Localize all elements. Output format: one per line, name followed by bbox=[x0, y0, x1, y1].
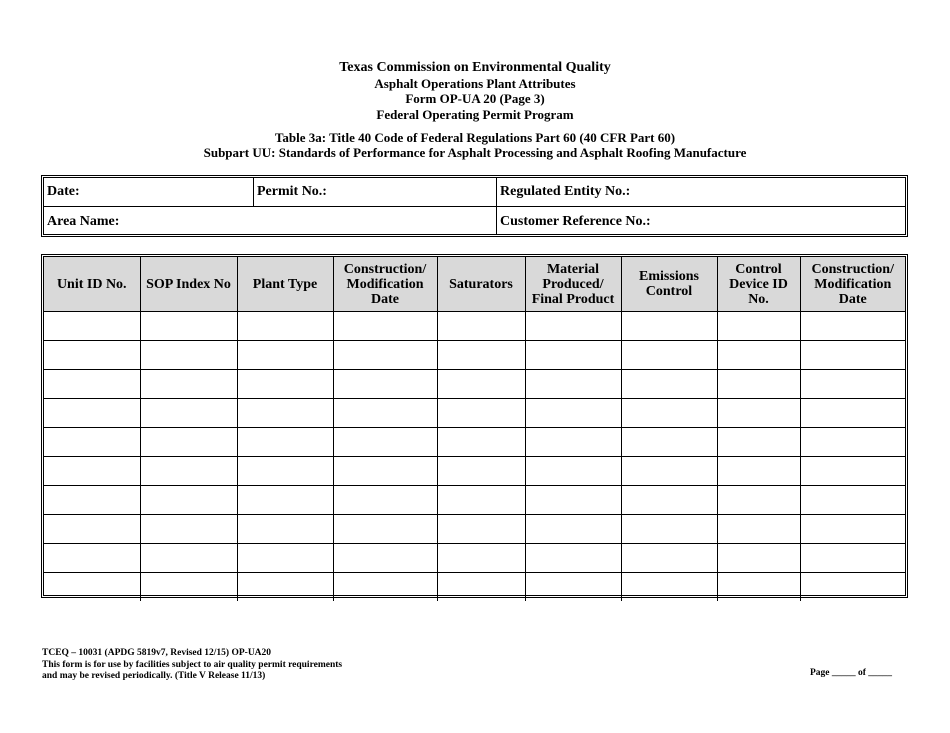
entry-cell[interactable] bbox=[333, 457, 437, 486]
entry-cell[interactable] bbox=[800, 457, 905, 486]
entry-cell[interactable] bbox=[800, 370, 905, 399]
entry-cell[interactable] bbox=[333, 341, 437, 370]
entry-cell[interactable] bbox=[237, 399, 333, 428]
entry-cell[interactable] bbox=[140, 544, 237, 573]
entry-cell[interactable] bbox=[525, 544, 621, 573]
form-number: Form OP-UA 20 (Page 3) bbox=[405, 91, 545, 106]
entry-cell[interactable] bbox=[333, 573, 437, 602]
info-divider-h bbox=[44, 206, 905, 207]
entry-cell[interactable] bbox=[333, 486, 437, 515]
attributes-table bbox=[41, 254, 908, 598]
entry-cell[interactable] bbox=[237, 486, 333, 515]
column-header bbox=[44, 257, 140, 312]
column-header-line: Modification bbox=[814, 276, 892, 292]
entry-cell[interactable] bbox=[140, 399, 237, 428]
entry-cell[interactable] bbox=[44, 428, 140, 457]
entry-cell[interactable] bbox=[717, 428, 800, 457]
entry-cell[interactable] bbox=[717, 341, 800, 370]
column-header bbox=[333, 257, 437, 312]
table-row bbox=[44, 399, 905, 428]
entry-cell[interactable] bbox=[437, 341, 525, 370]
column-header bbox=[800, 257, 905, 312]
entry-cell[interactable] bbox=[44, 457, 140, 486]
column-header-line: Saturators bbox=[449, 276, 513, 292]
entry-cell[interactable] bbox=[333, 544, 437, 573]
table-row bbox=[44, 341, 905, 370]
column-header-line: Device ID bbox=[729, 276, 788, 292]
column-header-line: Emissions bbox=[639, 269, 699, 284]
entry-cell[interactable] bbox=[800, 399, 905, 428]
column-header-line: Date bbox=[371, 291, 399, 307]
column-header-line: Produced/ bbox=[542, 276, 604, 292]
entry-cell[interactable] bbox=[140, 573, 237, 602]
page-number: Page _____ of _____ bbox=[810, 668, 893, 678]
entry-cell[interactable] bbox=[237, 515, 333, 544]
column-header-line: Final Product bbox=[531, 291, 615, 307]
entry-cell[interactable] bbox=[621, 573, 717, 602]
entry-cell[interactable] bbox=[800, 515, 905, 544]
column-header-line: Unit ID No. bbox=[56, 276, 127, 292]
column-header-line: Material bbox=[546, 261, 600, 277]
table-row bbox=[44, 457, 905, 486]
entry-cell[interactable] bbox=[621, 457, 717, 486]
entry-cell[interactable] bbox=[333, 312, 437, 341]
form-footer bbox=[42, 648, 342, 683]
entry-cell[interactable] bbox=[140, 457, 237, 486]
entry-cell[interactable] bbox=[525, 457, 621, 486]
entry-cell[interactable] bbox=[525, 341, 621, 370]
column-header-line: Construction/ bbox=[811, 261, 894, 277]
entry-cell[interactable] bbox=[237, 544, 333, 573]
entry-cell[interactable] bbox=[525, 399, 621, 428]
entry-cell[interactable] bbox=[800, 341, 905, 370]
entry-cell[interactable] bbox=[140, 341, 237, 370]
column-header bbox=[140, 257, 237, 312]
column-header-line: Plant Type bbox=[252, 276, 318, 292]
column-header bbox=[237, 257, 333, 312]
entry-cell[interactable] bbox=[621, 399, 717, 428]
regulated-entity-field[interactable]: Regulated Entity No.: bbox=[500, 184, 631, 199]
entry-cell[interactable] bbox=[44, 312, 140, 341]
footer-note-1: This form is for use by facilities subject to air quality permit requirements bbox=[42, 659, 343, 670]
entry-cell[interactable] bbox=[437, 544, 525, 573]
entry-cell[interactable] bbox=[333, 428, 437, 457]
entry-cell[interactable] bbox=[717, 312, 800, 341]
entry-cell[interactable] bbox=[717, 573, 800, 602]
form-subtitle: Asphalt Operations Plant Attributes bbox=[374, 75, 576, 91]
column-header-line: Date bbox=[838, 291, 867, 307]
table-row bbox=[44, 370, 905, 399]
entry-cell[interactable] bbox=[525, 486, 621, 515]
entry-cell[interactable] bbox=[437, 370, 525, 399]
entry-cell[interactable] bbox=[525, 312, 621, 341]
program-name: Federal Operating Permit Program bbox=[376, 106, 574, 122]
entry-cell[interactable] bbox=[717, 544, 800, 573]
entry-cell[interactable] bbox=[717, 486, 800, 515]
table-title bbox=[0, 130, 950, 160]
entry-cell[interactable] bbox=[717, 370, 800, 399]
column-header-line: Control bbox=[735, 261, 782, 277]
entry-cell[interactable] bbox=[140, 428, 237, 457]
customer-reference-field[interactable]: Customer Reference No.: bbox=[500, 214, 651, 229]
date-field[interactable]: Date: bbox=[47, 184, 80, 199]
entry-cell[interactable] bbox=[525, 370, 621, 399]
entry-cell[interactable] bbox=[140, 486, 237, 515]
table-header-row bbox=[44, 257, 905, 312]
entry-cell[interactable] bbox=[800, 544, 905, 573]
form-header bbox=[0, 60, 950, 122]
entry-cell[interactable] bbox=[237, 341, 333, 370]
entry-cell[interactable] bbox=[237, 573, 333, 602]
entry-cell[interactable] bbox=[621, 515, 717, 544]
table-row bbox=[44, 312, 905, 341]
entry-cell[interactable] bbox=[621, 370, 717, 399]
column-header-line: Modification bbox=[346, 276, 424, 292]
entry-cell[interactable] bbox=[44, 399, 140, 428]
entry-cell[interactable] bbox=[525, 573, 621, 602]
entry-cell[interactable] bbox=[44, 370, 140, 399]
table-row bbox=[44, 428, 905, 457]
entry-cell[interactable] bbox=[437, 486, 525, 515]
column-header bbox=[525, 257, 621, 312]
entry-cell[interactable] bbox=[800, 428, 905, 457]
entry-cell[interactable] bbox=[140, 312, 237, 341]
entry-cell[interactable] bbox=[717, 515, 800, 544]
entry-cell[interactable] bbox=[621, 486, 717, 515]
entry-cell[interactable] bbox=[333, 370, 437, 399]
entry-cell[interactable] bbox=[800, 486, 905, 515]
entry-cell[interactable] bbox=[525, 428, 621, 457]
entry-cell[interactable] bbox=[437, 515, 525, 544]
entry-cell[interactable] bbox=[44, 515, 140, 544]
table-row bbox=[44, 515, 905, 544]
column-header-line: Construction/ bbox=[343, 261, 427, 277]
entry-cell[interactable] bbox=[621, 341, 717, 370]
entry-cell[interactable] bbox=[437, 457, 525, 486]
table-row bbox=[44, 544, 905, 573]
entry-cell[interactable] bbox=[437, 399, 525, 428]
entry-cell[interactable] bbox=[237, 370, 333, 399]
entry-cell[interactable] bbox=[621, 312, 717, 341]
entry-cell[interactable] bbox=[237, 312, 333, 341]
column-header bbox=[437, 257, 525, 312]
entry-cell[interactable] bbox=[800, 573, 905, 602]
column-header bbox=[621, 257, 717, 312]
entry-cell[interactable] bbox=[44, 486, 140, 515]
agency-name: Texas Commission on Environmental Quality bbox=[339, 60, 611, 75]
table-row bbox=[44, 486, 905, 515]
table-title-line2: Subpart UU: Standards of Performance for Asphalt Processing and Asphalt Roofing Manufacture bbox=[203, 145, 747, 160]
entry-cell[interactable] bbox=[237, 428, 333, 457]
entry-cell[interactable] bbox=[800, 312, 905, 341]
footer-note-2: and may be revised periodically. (Title V Release 11/13) bbox=[42, 671, 266, 681]
entry-cell[interactable] bbox=[44, 341, 140, 370]
entry-cell[interactable] bbox=[525, 515, 621, 544]
area-name-field[interactable]: Area Name: bbox=[47, 214, 120, 229]
entry-cell[interactable] bbox=[437, 428, 525, 457]
column-header-line: Control bbox=[645, 284, 693, 299]
entry-cell[interactable] bbox=[333, 399, 437, 428]
column-header-line: SOP Index No bbox=[146, 276, 231, 292]
table-title-line1: Table 3a: Title 40 Code of Federal Regulations Part 60 (40 CFR Part 60) bbox=[274, 130, 676, 145]
column-header-line: No. bbox=[748, 291, 769, 307]
table-row bbox=[44, 573, 905, 602]
entry-cell[interactable] bbox=[140, 370, 237, 399]
entry-cell[interactable] bbox=[437, 312, 525, 341]
entry-cell[interactable] bbox=[44, 573, 140, 602]
info-box bbox=[41, 175, 908, 237]
footer-form-id: TCEQ – 10031 (APDG 5819v7, Revised 12/15) OP-UA20 bbox=[42, 648, 272, 658]
entry-cell[interactable] bbox=[333, 515, 437, 544]
entry-cell[interactable] bbox=[44, 544, 140, 573]
entry-cell[interactable] bbox=[140, 515, 237, 544]
column-header bbox=[717, 257, 800, 312]
entry-cell[interactable] bbox=[621, 544, 717, 573]
entry-cell[interactable] bbox=[717, 399, 800, 428]
entry-cell[interactable] bbox=[237, 457, 333, 486]
entry-cell[interactable] bbox=[717, 457, 800, 486]
entry-cell[interactable] bbox=[437, 573, 525, 602]
permit-number-field[interactable]: Permit No.: bbox=[257, 184, 327, 199]
entry-cell[interactable] bbox=[621, 428, 717, 457]
